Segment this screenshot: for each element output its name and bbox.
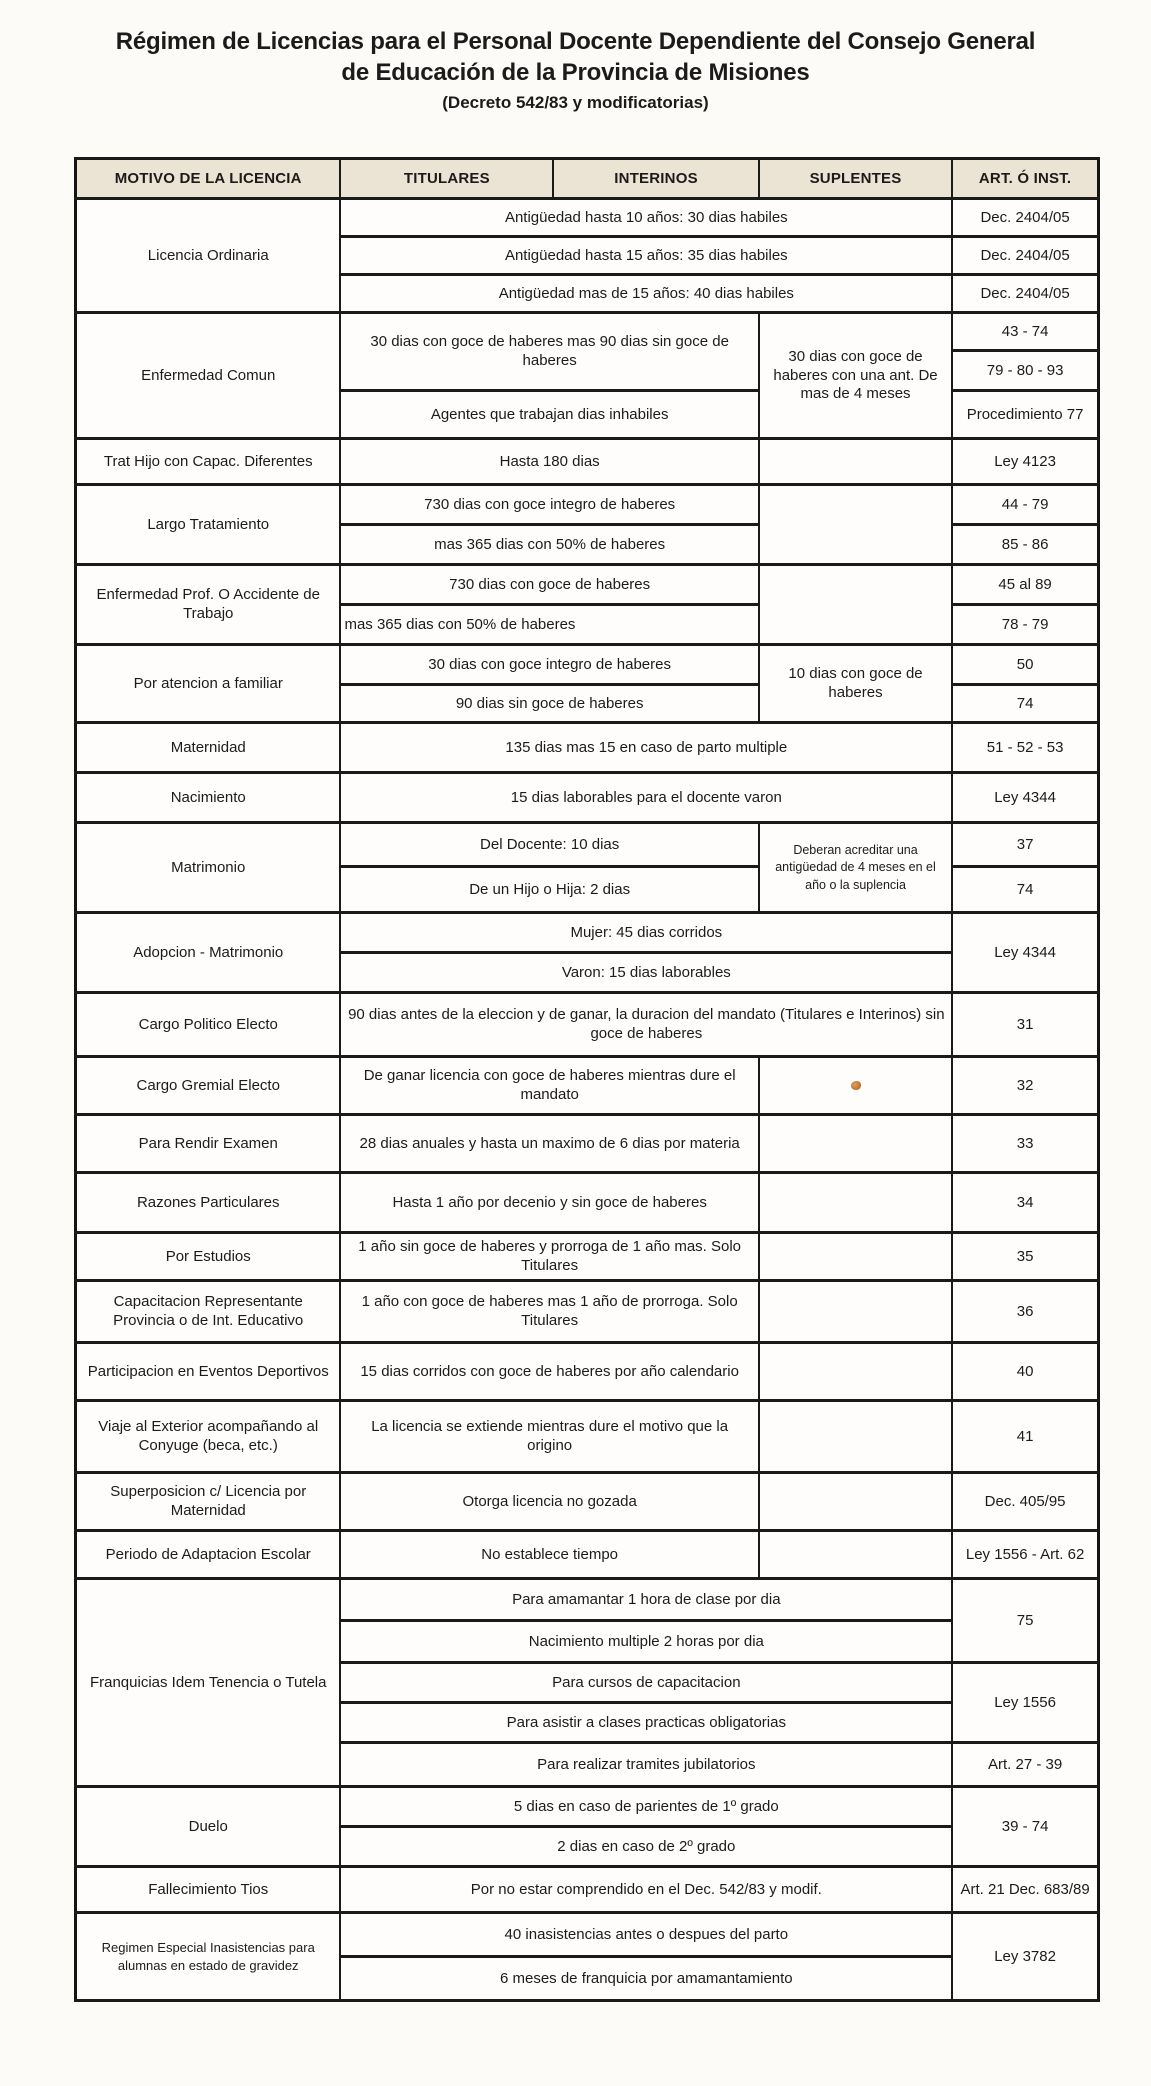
table-row <box>76 1401 1099 1473</box>
detail-cell: De ganar licencia con goce de haberes mientras dure el mandato <box>340 1057 758 1115</box>
art-cell: 50 <box>952 645 1098 685</box>
art-cell: 41 <box>952 1401 1098 1473</box>
table-row <box>76 1233 1099 1281</box>
art-cell: 74 <box>952 867 1098 913</box>
motivo-cell-cargo-politico: Cargo Politico Electo <box>76 993 341 1057</box>
detail-cell: Mujer: 45 dias corridos <box>340 913 952 953</box>
detail-cell: Nacimiento multiple 2 horas por dia <box>340 1621 952 1663</box>
motivo-cell-cargo-gremial: Cargo Gremial Electo <box>76 1057 341 1115</box>
detail-cell: Antigüedad mas de 15 años: 40 dias habiles <box>340 275 952 313</box>
table-row <box>76 1281 1099 1343</box>
art-cell: 40 <box>952 1343 1098 1401</box>
table-row <box>76 1867 1099 1913</box>
table-row <box>76 199 1099 237</box>
art-cell: 36 <box>952 1281 1098 1343</box>
detail-cell: 730 dias con goce de haberes <box>340 565 758 605</box>
suplentes-cell-empty <box>759 1401 952 1473</box>
table-row <box>76 1115 1099 1173</box>
table-row <box>76 1473 1099 1531</box>
detail-cell: 2 dias en caso de 2º grado <box>340 1827 952 1867</box>
table-row <box>76 913 1099 953</box>
table-row <box>76 1173 1099 1233</box>
detail-cell: Otorga licencia no gozada <box>340 1473 758 1531</box>
detail-cell: 90 dias antes de la eleccion y de ganar, la duracion del mandato (Titulares e Interinos) sin goce de haberes <box>340 993 952 1057</box>
suplentes-cell-empty <box>759 1233 952 1281</box>
suplentes-cell: 10 dias con goce de haberes <box>759 645 952 723</box>
detail-cell: 135 dias mas 15 en caso de parto multiple <box>340 723 952 773</box>
column-header-interinos: INTERINOS <box>553 159 759 199</box>
licencias-table <box>74 157 1100 2002</box>
table-row <box>76 1787 1099 1827</box>
art-cell: 44 - 79 <box>952 485 1098 525</box>
detail-cell: 730 dias con goce integro de haberes <box>340 485 758 525</box>
art-cell: 35 <box>952 1233 1098 1281</box>
column-header-art: ART. Ó INST. <box>952 159 1098 199</box>
suplentes-cell-empty <box>759 1473 952 1531</box>
table-row <box>76 1343 1099 1401</box>
art-cell: Ley 3782 <box>952 1913 1098 2001</box>
suplentes-cell-empty <box>759 485 952 565</box>
art-cell: 78 - 79 <box>952 605 1098 645</box>
detail-cell: 5 dias en caso de parientes de 1º grado <box>340 1787 952 1827</box>
detail-cell: 30 dias con goce integro de haberes <box>340 645 758 685</box>
motivo-cell-duelo: Duelo <box>76 1787 341 1867</box>
detail-cell: Antigüedad hasta 10 años: 30 dias habiles <box>340 199 952 237</box>
art-cell: 75 <box>952 1579 1098 1663</box>
detail-cell: Para asistir a clases practicas obligatorias <box>340 1703 952 1743</box>
motivo-cell-rendir-examen: Para Rendir Examen <box>76 1115 341 1173</box>
motivo-cell-franquicias: Franquicias Idem Tenencia o Tutela <box>76 1579 341 1787</box>
suplentes-cell-empty <box>759 1115 952 1173</box>
motivo-cell-atencion-familiar: Por atencion a familiar <box>76 645 341 723</box>
motivo-cell-maternidad: Maternidad <box>76 723 341 773</box>
detail-cell: Hasta 180 dias <box>340 439 758 485</box>
art-cell: 32 <box>952 1057 1098 1115</box>
art-cell: Dec. 2404/05 <box>952 237 1098 275</box>
detail-cell: Hasta 1 año por decenio y sin goce de haberes <box>340 1173 758 1233</box>
motivo-cell-razones-particulares: Razones Particulares <box>76 1173 341 1233</box>
detail-cell: Antigüedad hasta 15 años: 35 dias habiles <box>340 237 952 275</box>
header-row <box>76 159 1099 199</box>
detail-cell: 30 dias con goce de haberes mas 90 dias sin goce de haberes <box>340 313 758 391</box>
suplentes-cell: 30 dias con goce de haberes con una ant. De mas de 4 meses <box>759 313 952 439</box>
table-row <box>76 485 1099 525</box>
motivo-cell-trat-hijo: Trat Hijo con Capac. Diferentes <box>76 439 341 485</box>
detail-cell: 6 meses de franquicia por amamantamiento <box>340 1957 952 2001</box>
detail-cell: 15 dias corridos con goce de haberes por año calendario <box>340 1343 758 1401</box>
art-cell: 79 - 80 - 93 <box>952 351 1098 391</box>
art-cell: 45 al 89 <box>952 565 1098 605</box>
detail-cell: Por no estar comprendido en el Dec. 542/83 y modif. <box>340 1867 952 1913</box>
motivo-cell-adaptacion-escolar: Periodo de Adaptacion Escolar <box>76 1531 341 1579</box>
table-row <box>76 823 1099 867</box>
table-row <box>76 1057 1099 1115</box>
art-cell: 74 <box>952 685 1098 723</box>
detail-cell: 15 dias laborables para el docente varon <box>340 773 952 823</box>
table-row <box>76 773 1099 823</box>
suplentes-cell-empty <box>759 1343 952 1401</box>
motivo-cell-matrimonio: Matrimonio <box>76 823 341 913</box>
detail-cell: 40 inasistencias antes o despues del parto <box>340 1913 952 1957</box>
table-row <box>76 1531 1099 1579</box>
art-cell: Ley 4344 <box>952 913 1098 993</box>
table-row <box>76 1913 1099 1957</box>
detail-cell: 1 año sin goce de haberes y prorroga de 1 año mas. Solo Titulares <box>340 1233 758 1281</box>
art-cell: Dec. 2404/05 <box>952 275 1098 313</box>
detail-cell: Para realizar tramites jubilatorios <box>340 1743 952 1787</box>
motivo-cell-enfermedad-prof: Enfermedad Prof. O Accidente de Trabajo <box>76 565 341 645</box>
document-subtitle: (Decreto 542/83 y modificatorias) <box>442 93 709 113</box>
motivo-cell-adopcion: Adopcion - Matrimonio <box>76 913 341 993</box>
motivo-cell-regimen-especial: Regimen Especial Inasistencias para alumnas en estado de gravidez <box>76 1913 341 2001</box>
table-row <box>76 1579 1099 1621</box>
motivo-cell-eventos-deportivos: Participacion en Eventos Deportivos <box>76 1343 341 1401</box>
motivo-cell-superposicion: Superposicion c/ Licencia por Maternidad <box>76 1473 341 1531</box>
table-row <box>76 993 1099 1057</box>
art-cell: 34 <box>952 1173 1098 1233</box>
document-title <box>0 0 1151 113</box>
art-cell: 31 <box>952 993 1098 1057</box>
detail-cell: La licencia se extiende mientras dure el motivo que la origino <box>340 1401 758 1473</box>
art-cell: Dec. 2404/05 <box>952 199 1098 237</box>
suplentes-cell-empty <box>759 1281 952 1343</box>
art-cell: Art. 27 - 39 <box>952 1743 1098 1787</box>
column-header-suplentes: SUPLENTES <box>759 159 952 199</box>
motivo-cell-por-estudios: Por Estudios <box>76 1233 341 1281</box>
suplentes-cell-empty <box>759 1057 952 1115</box>
art-cell: 37 <box>952 823 1098 867</box>
detail-cell: 90 dias sin goce de haberes <box>340 685 758 723</box>
detail-cell: Del Docente: 10 dias <box>340 823 758 867</box>
title-line-1: Régimen de Licencias para el Personal Docente Dependiente del Consejo General <box>115 28 1036 55</box>
detail-cell: mas 365 dias con 50% de haberes <box>340 605 758 645</box>
art-cell: Procedimiento 77 <box>952 391 1098 439</box>
motivo-cell-viaje-exterior: Viaje al Exterior acompañando al Conyuge (beca, etc.) <box>76 1401 341 1473</box>
art-cell: Dec. 405/95 <box>952 1473 1098 1531</box>
suplentes-cell-empty <box>759 565 952 645</box>
motivo-cell-enfermedad-comun: Enfermedad Comun <box>76 313 341 439</box>
detail-cell: De un Hijo o Hija: 2 dias <box>340 867 758 913</box>
suplentes-cell: Deberan acreditar una antigüedad de 4 meses en el año o la suplencia <box>759 823 952 913</box>
art-cell: 33 <box>952 1115 1098 1173</box>
detail-cell: No establece tiempo <box>340 1531 758 1579</box>
table-row <box>76 439 1099 485</box>
motivo-cell-capacitacion: Capacitacion Representante Provincia o de Int. Educativo <box>76 1281 341 1343</box>
table-row <box>76 645 1099 685</box>
detail-cell: Para amamantar 1 hora de clase por dia <box>340 1579 952 1621</box>
scan-stain <box>851 1081 861 1090</box>
detail-cell: Varon: 15 dias laborables <box>340 953 952 993</box>
suplentes-cell-empty <box>759 1173 952 1233</box>
art-cell: 39 - 74 <box>952 1787 1098 1867</box>
art-cell: 85 - 86 <box>952 525 1098 565</box>
art-cell: 51 - 52 - 53 <box>952 723 1098 773</box>
column-header-motivo: MOTIVO DE LA LICENCIA <box>76 159 341 199</box>
detail-cell: 28 dias anuales y hasta un maximo de 6 dias por materia <box>340 1115 758 1173</box>
suplentes-cell-empty <box>759 439 952 485</box>
motivo-cell-largo-tratamiento: Largo Tratamiento <box>76 485 341 565</box>
table-row <box>76 313 1099 351</box>
detail-cell: Agentes que trabajan dias inhabiles <box>340 391 758 439</box>
art-cell: Ley 4344 <box>952 773 1098 823</box>
suplentes-cell-empty <box>759 1531 952 1579</box>
art-cell: Art. 21 Dec. 683/89 <box>952 1867 1098 1913</box>
motivo-cell-nacimiento: Nacimiento <box>76 773 341 823</box>
art-cell: Ley 1556 <box>952 1663 1098 1743</box>
art-cell: Ley 4123 <box>952 439 1098 485</box>
motivo-cell-licencia-ordinaria: Licencia Ordinaria <box>76 199 341 313</box>
art-cell: Ley 1556 - Art. 62 <box>952 1531 1098 1579</box>
detail-cell: Para cursos de capacitacion <box>340 1663 952 1703</box>
table-row <box>76 565 1099 605</box>
motivo-cell-fallecimiento-tios: Fallecimiento Tios <box>76 1867 341 1913</box>
column-header-titulares: TITULARES <box>340 159 553 199</box>
title-line-2: de Educación de la Provincia de Misiones <box>341 59 810 87</box>
detail-cell: 1 año con goce de haberes mas 1 año de prorroga. Solo Titulares <box>340 1281 758 1343</box>
art-cell: 43 - 74 <box>952 313 1098 351</box>
table-row <box>76 723 1099 773</box>
detail-cell: mas 365 dias con 50% de haberes <box>340 525 758 565</box>
